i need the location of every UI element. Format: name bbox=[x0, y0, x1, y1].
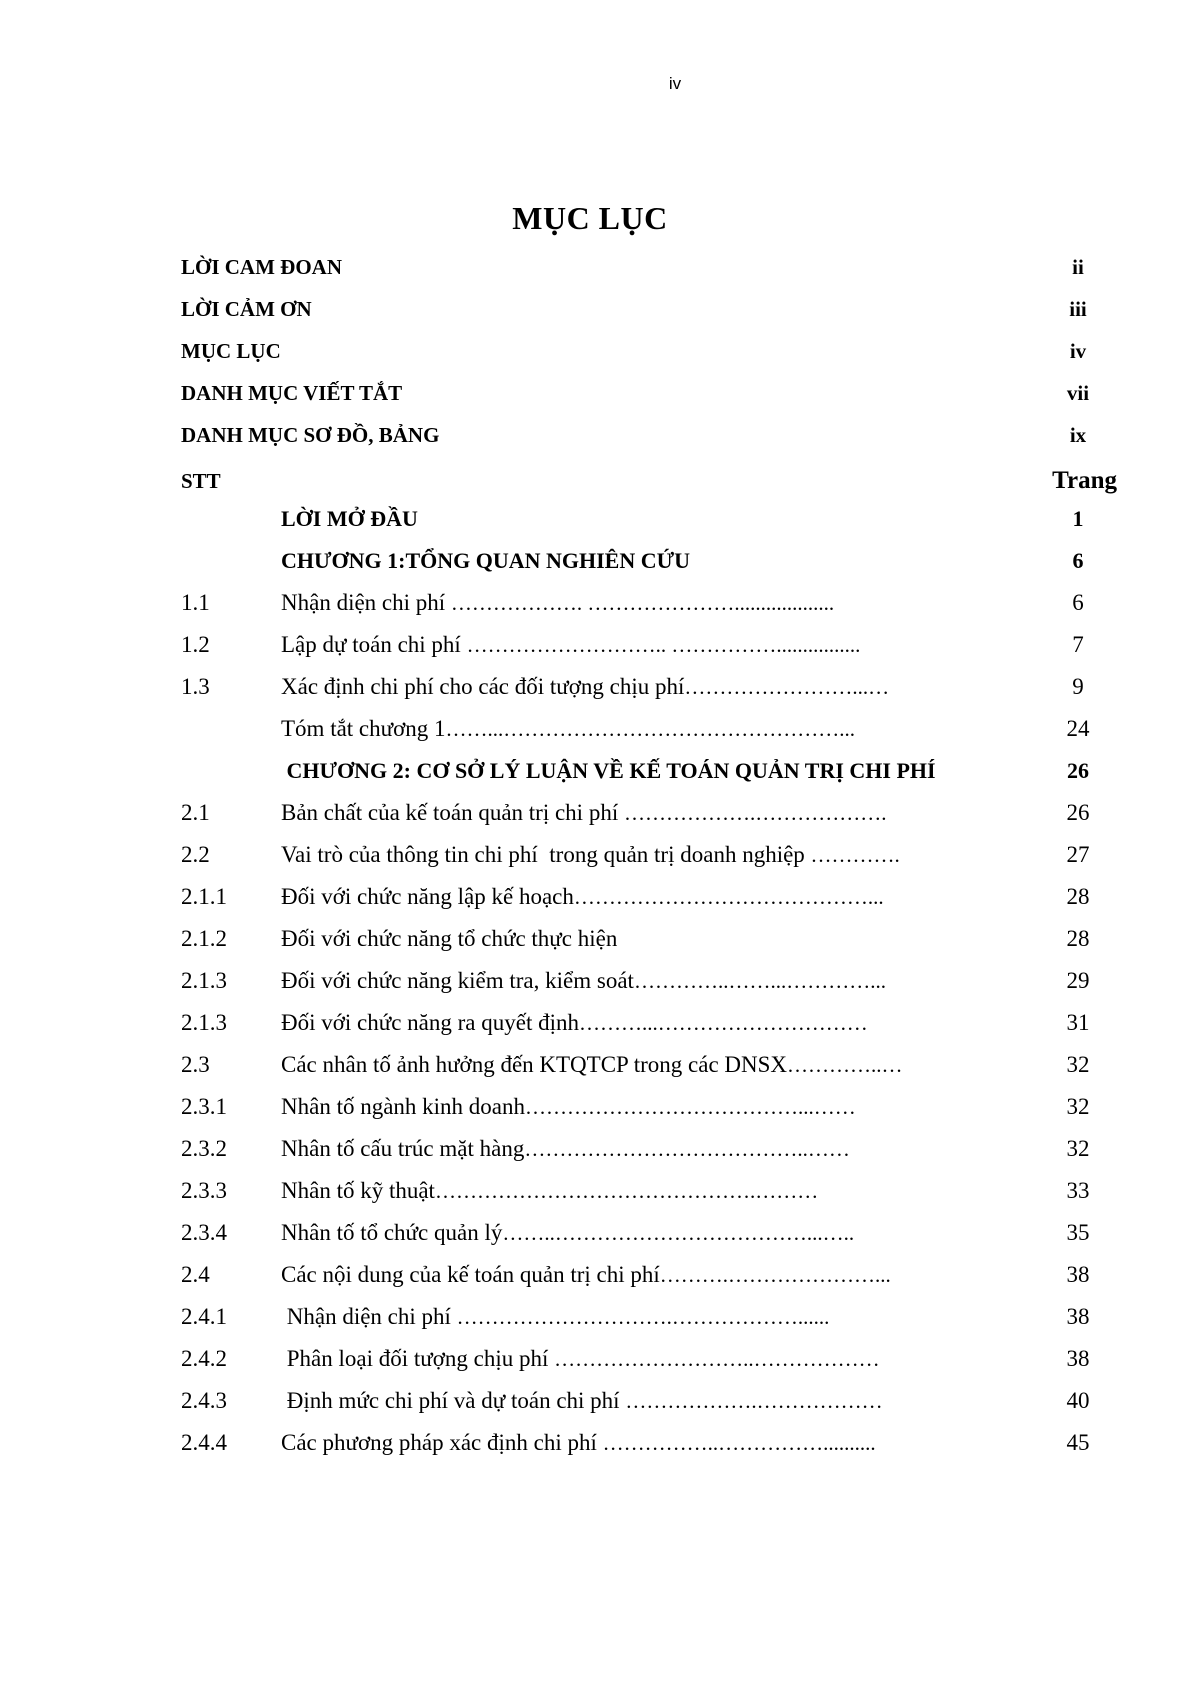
entry-title: Nhân tố kỹ thuật bbox=[281, 1178, 435, 1203]
toc-entry[interactable] bbox=[181, 876, 1098, 918]
prelim-item[interactable] bbox=[181, 372, 1098, 414]
entry-page: 28 bbox=[1066, 926, 1090, 951]
toc-entry[interactable] bbox=[181, 582, 1098, 624]
entry-number: 2.4.2 bbox=[181, 1346, 227, 1371]
entry-title-wrap bbox=[281, 1044, 903, 1086]
entry-leader-dots: …………..……...…………... bbox=[633, 969, 886, 993]
entry-page: 27 bbox=[1066, 842, 1090, 867]
prelim-page: ii bbox=[1072, 255, 1084, 279]
entry-title: Nhận diện chi phí bbox=[281, 1304, 457, 1329]
toc-entry[interactable] bbox=[181, 666, 1098, 708]
entry-title: Các nội dung của kế toán quản trị chi phí bbox=[281, 1262, 660, 1287]
entry-number: 1.3 bbox=[181, 674, 210, 699]
toc-entry[interactable] bbox=[181, 1128, 1098, 1170]
entry-title-wrap bbox=[281, 1380, 883, 1422]
entry-title-wrap bbox=[281, 1422, 876, 1464]
entry-page: 38 bbox=[1066, 1304, 1090, 1329]
entry-title-wrap bbox=[281, 750, 936, 792]
toc-entry[interactable] bbox=[181, 624, 1098, 666]
entry-title: Phân loại đối tượng chịu phí bbox=[281, 1346, 555, 1371]
toc-entry[interactable] bbox=[181, 750, 1098, 792]
toc-entry[interactable] bbox=[181, 1254, 1098, 1296]
entry-title-wrap bbox=[281, 918, 617, 960]
entry-title: LỜI MỞ ĐẦU bbox=[281, 506, 418, 531]
entry-number: 2.3.2 bbox=[181, 1136, 227, 1161]
entry-title: Các phương pháp xác định chi phí bbox=[281, 1430, 603, 1455]
entry-title: CHƯƠNG 2: CƠ SỞ LÝ LUẬN VỀ KẾ TOÁN QUẢN TRỊ CHI PHÍ bbox=[281, 758, 936, 783]
entry-title-wrap bbox=[281, 1128, 850, 1170]
entry-title: CHƯƠNG 1:TỔNG QUAN NGHIÊN CỨU bbox=[281, 548, 691, 573]
entry-number: 2.4.3 bbox=[181, 1388, 227, 1413]
entry-number: 2.1 bbox=[181, 800, 210, 825]
entry-page: 32 bbox=[1066, 1052, 1090, 1077]
prelim-label: LỜI CẢM ƠN bbox=[181, 297, 312, 321]
entry-title-wrap bbox=[281, 1212, 854, 1254]
entry-leader-dots: …………. bbox=[810, 843, 900, 867]
entry-number: 2.1.2 bbox=[181, 926, 227, 951]
prelim-item[interactable] bbox=[181, 246, 1098, 288]
entry-title-wrap bbox=[281, 582, 834, 624]
entry-title: Nhân tố cấu trúc mặt hàng bbox=[281, 1136, 525, 1161]
entry-leader-dots: …………………………………...…… bbox=[525, 1095, 856, 1119]
entry-title: Nhận diện chi phí bbox=[281, 590, 451, 615]
entry-page: 28 bbox=[1066, 884, 1090, 909]
entry-title-wrap bbox=[281, 708, 855, 750]
entry-title: Đối với chức năng lập kế hoạch bbox=[281, 884, 574, 909]
toc-column-header bbox=[181, 461, 1117, 501]
toc-entry[interactable] bbox=[181, 834, 1098, 876]
entry-number: 1.1 bbox=[181, 590, 210, 615]
entry-page: 7 bbox=[1072, 632, 1084, 657]
entry-page: 32 bbox=[1066, 1136, 1090, 1161]
entry-title-wrap bbox=[281, 960, 886, 1002]
prelim-label: LỜI CAM ĐOAN bbox=[181, 255, 342, 279]
preliminary-items bbox=[181, 246, 1098, 456]
entry-leader-dots: ……….…………………... bbox=[659, 1263, 891, 1287]
toc-entry[interactable] bbox=[181, 960, 1098, 1002]
entry-page: 6 bbox=[1072, 548, 1084, 573]
entry-title: Các nhân tố ảnh hưởng đến KTQTCP trong các DNSX bbox=[281, 1052, 788, 1077]
entry-number: 2.4.1 bbox=[181, 1304, 227, 1329]
entry-title: Đối với chức năng tổ chức thực hiện bbox=[281, 926, 618, 951]
entry-title: Đối với chức năng kiểm tra, kiểm soát bbox=[281, 968, 634, 993]
entry-title-wrap bbox=[281, 1002, 868, 1044]
entry-title: Xác định chi phí cho các đối tượng chịu phí bbox=[281, 674, 685, 699]
entry-title: Bản chất của kế toán quản trị chi phí bbox=[281, 800, 624, 825]
entry-leader-dots: ……………….……………… bbox=[625, 1389, 883, 1413]
entry-title: Lập dự toán chi phí bbox=[281, 632, 467, 657]
prelim-label: DANH MỤC SƠ ĐỒ, BẢNG bbox=[181, 423, 440, 447]
prelim-label: DANH MỤC VIẾT TẮT bbox=[181, 381, 403, 405]
toc-entry[interactable] bbox=[181, 1338, 1098, 1380]
entry-title: Nhân tố tổ chức quản lý bbox=[281, 1220, 503, 1245]
entry-page: 45 bbox=[1066, 1430, 1090, 1455]
entry-page: 40 bbox=[1066, 1388, 1090, 1413]
entry-title: Định mức chi phí và dự toán chi phí bbox=[281, 1388, 626, 1413]
entry-number: 2.3 bbox=[181, 1052, 210, 1077]
toc-entry[interactable] bbox=[181, 498, 1098, 540]
entry-number: 2.3.3 bbox=[181, 1178, 227, 1203]
entry-title-wrap bbox=[281, 540, 690, 582]
entry-title-wrap bbox=[281, 666, 889, 708]
toc-entry[interactable] bbox=[181, 1086, 1098, 1128]
entry-title: Đối với chức năng ra quyết định bbox=[281, 1010, 580, 1035]
toc-entry[interactable] bbox=[181, 1296, 1098, 1338]
entry-number: 2.4.4 bbox=[181, 1430, 227, 1455]
toc-entry[interactable] bbox=[181, 918, 1098, 960]
entry-title-wrap bbox=[281, 1254, 891, 1296]
entry-page: 35 bbox=[1066, 1220, 1090, 1245]
entry-leader-dots: …………………………………..…… bbox=[524, 1137, 850, 1161]
entry-title: Vai trò của thông tin chi phí trong quản trị doanh nghiệp bbox=[281, 842, 811, 867]
prelim-page: vii bbox=[1066, 381, 1090, 405]
toc-entry[interactable] bbox=[181, 1002, 1098, 1044]
toc-entry[interactable] bbox=[181, 1212, 1098, 1254]
entry-number: 2.3.1 bbox=[181, 1094, 227, 1119]
entry-page: 6 bbox=[1072, 590, 1084, 615]
entry-title-wrap bbox=[281, 834, 900, 876]
entry-title-wrap bbox=[281, 792, 886, 834]
entry-title-wrap bbox=[281, 876, 884, 918]
entry-leader-dots: ……...…………………………………………... bbox=[445, 717, 856, 741]
prelim-item[interactable] bbox=[181, 288, 1098, 330]
entry-title-wrap bbox=[281, 498, 418, 540]
entry-number: 2.1.1 bbox=[181, 884, 227, 909]
entry-leader-dots: ……………..…………….......... bbox=[602, 1431, 876, 1455]
entry-leader-dots: ……..………………………………...….. bbox=[502, 1221, 855, 1245]
entry-title-wrap bbox=[281, 1338, 880, 1380]
entry-page: 38 bbox=[1066, 1346, 1090, 1371]
entry-leader-dots: …………..… bbox=[787, 1053, 903, 1077]
entry-page: 29 bbox=[1066, 968, 1090, 993]
entry-page: 26 bbox=[1067, 758, 1089, 783]
entry-leader-dots: ………………. …………………................... bbox=[450, 591, 835, 615]
prelim-page: iv bbox=[1069, 339, 1087, 363]
prelim-page: iii bbox=[1069, 297, 1087, 321]
toc-entry[interactable] bbox=[181, 1380, 1098, 1422]
toc-entries bbox=[181, 498, 1098, 1464]
toc-entry[interactable] bbox=[181, 1422, 1098, 1464]
toc-entry[interactable] bbox=[181, 540, 1098, 582]
entry-page: 32 bbox=[1066, 1094, 1090, 1119]
entry-leader-dots: ……………………...… bbox=[684, 675, 890, 699]
entry-leader-dots: ………………………….………………...... bbox=[456, 1305, 830, 1329]
toc-entry[interactable] bbox=[181, 708, 1098, 750]
entry-leader-dots: ……………………………………….……… bbox=[434, 1179, 819, 1203]
toc-title: MỤC LỤC bbox=[512, 200, 668, 236]
toc-entry[interactable] bbox=[181, 792, 1098, 834]
entry-title-wrap bbox=[281, 1170, 818, 1212]
entry-title-wrap bbox=[281, 624, 860, 666]
entry-number: 2.1.3 bbox=[181, 1010, 227, 1035]
entry-page: 38 bbox=[1066, 1262, 1090, 1287]
entry-page: 24 bbox=[1066, 716, 1090, 741]
trang-header: Trang bbox=[1052, 467, 1117, 494]
entry-number: 1.2 bbox=[181, 632, 210, 657]
entry-page: 31 bbox=[1066, 1010, 1090, 1035]
prelim-item[interactable] bbox=[181, 330, 1098, 372]
entry-number: 2.4 bbox=[181, 1262, 210, 1287]
entry-leader-dots: ………...………………………… bbox=[579, 1011, 868, 1035]
entry-leader-dots: ………………………..……………… bbox=[554, 1347, 880, 1371]
entry-page: 26 bbox=[1066, 800, 1090, 825]
prelim-page: ix bbox=[1069, 423, 1087, 447]
entry-number: 2.2 bbox=[181, 842, 210, 867]
entry-page: 33 bbox=[1066, 1178, 1090, 1203]
prelim-label: MỤC LỤC bbox=[181, 339, 281, 363]
entry-leader-dots: ……………….………………. bbox=[623, 801, 887, 825]
entry-leader-dots: ……………………………………... bbox=[573, 885, 884, 909]
entry-leader-dots: ……………………….. ……………................ bbox=[466, 633, 861, 657]
entry-title-wrap bbox=[281, 1296, 829, 1338]
entry-page: 9 bbox=[1072, 674, 1084, 699]
entry-title-wrap bbox=[281, 1086, 856, 1128]
entry-number: 2.3.4 bbox=[181, 1220, 227, 1245]
prelim-item[interactable] bbox=[181, 414, 1098, 456]
toc-entry[interactable] bbox=[181, 1170, 1098, 1212]
page-number: iv bbox=[668, 74, 682, 93]
toc-entry[interactable] bbox=[181, 1044, 1098, 1086]
entry-page: 1 bbox=[1072, 506, 1084, 531]
entry-title: Nhân tố ngành kinh doanh bbox=[281, 1094, 526, 1119]
stt-header: STT bbox=[181, 469, 221, 493]
entry-number: 2.1.3 bbox=[181, 968, 227, 993]
entry-title: Tóm tắt chương 1 bbox=[281, 716, 446, 741]
